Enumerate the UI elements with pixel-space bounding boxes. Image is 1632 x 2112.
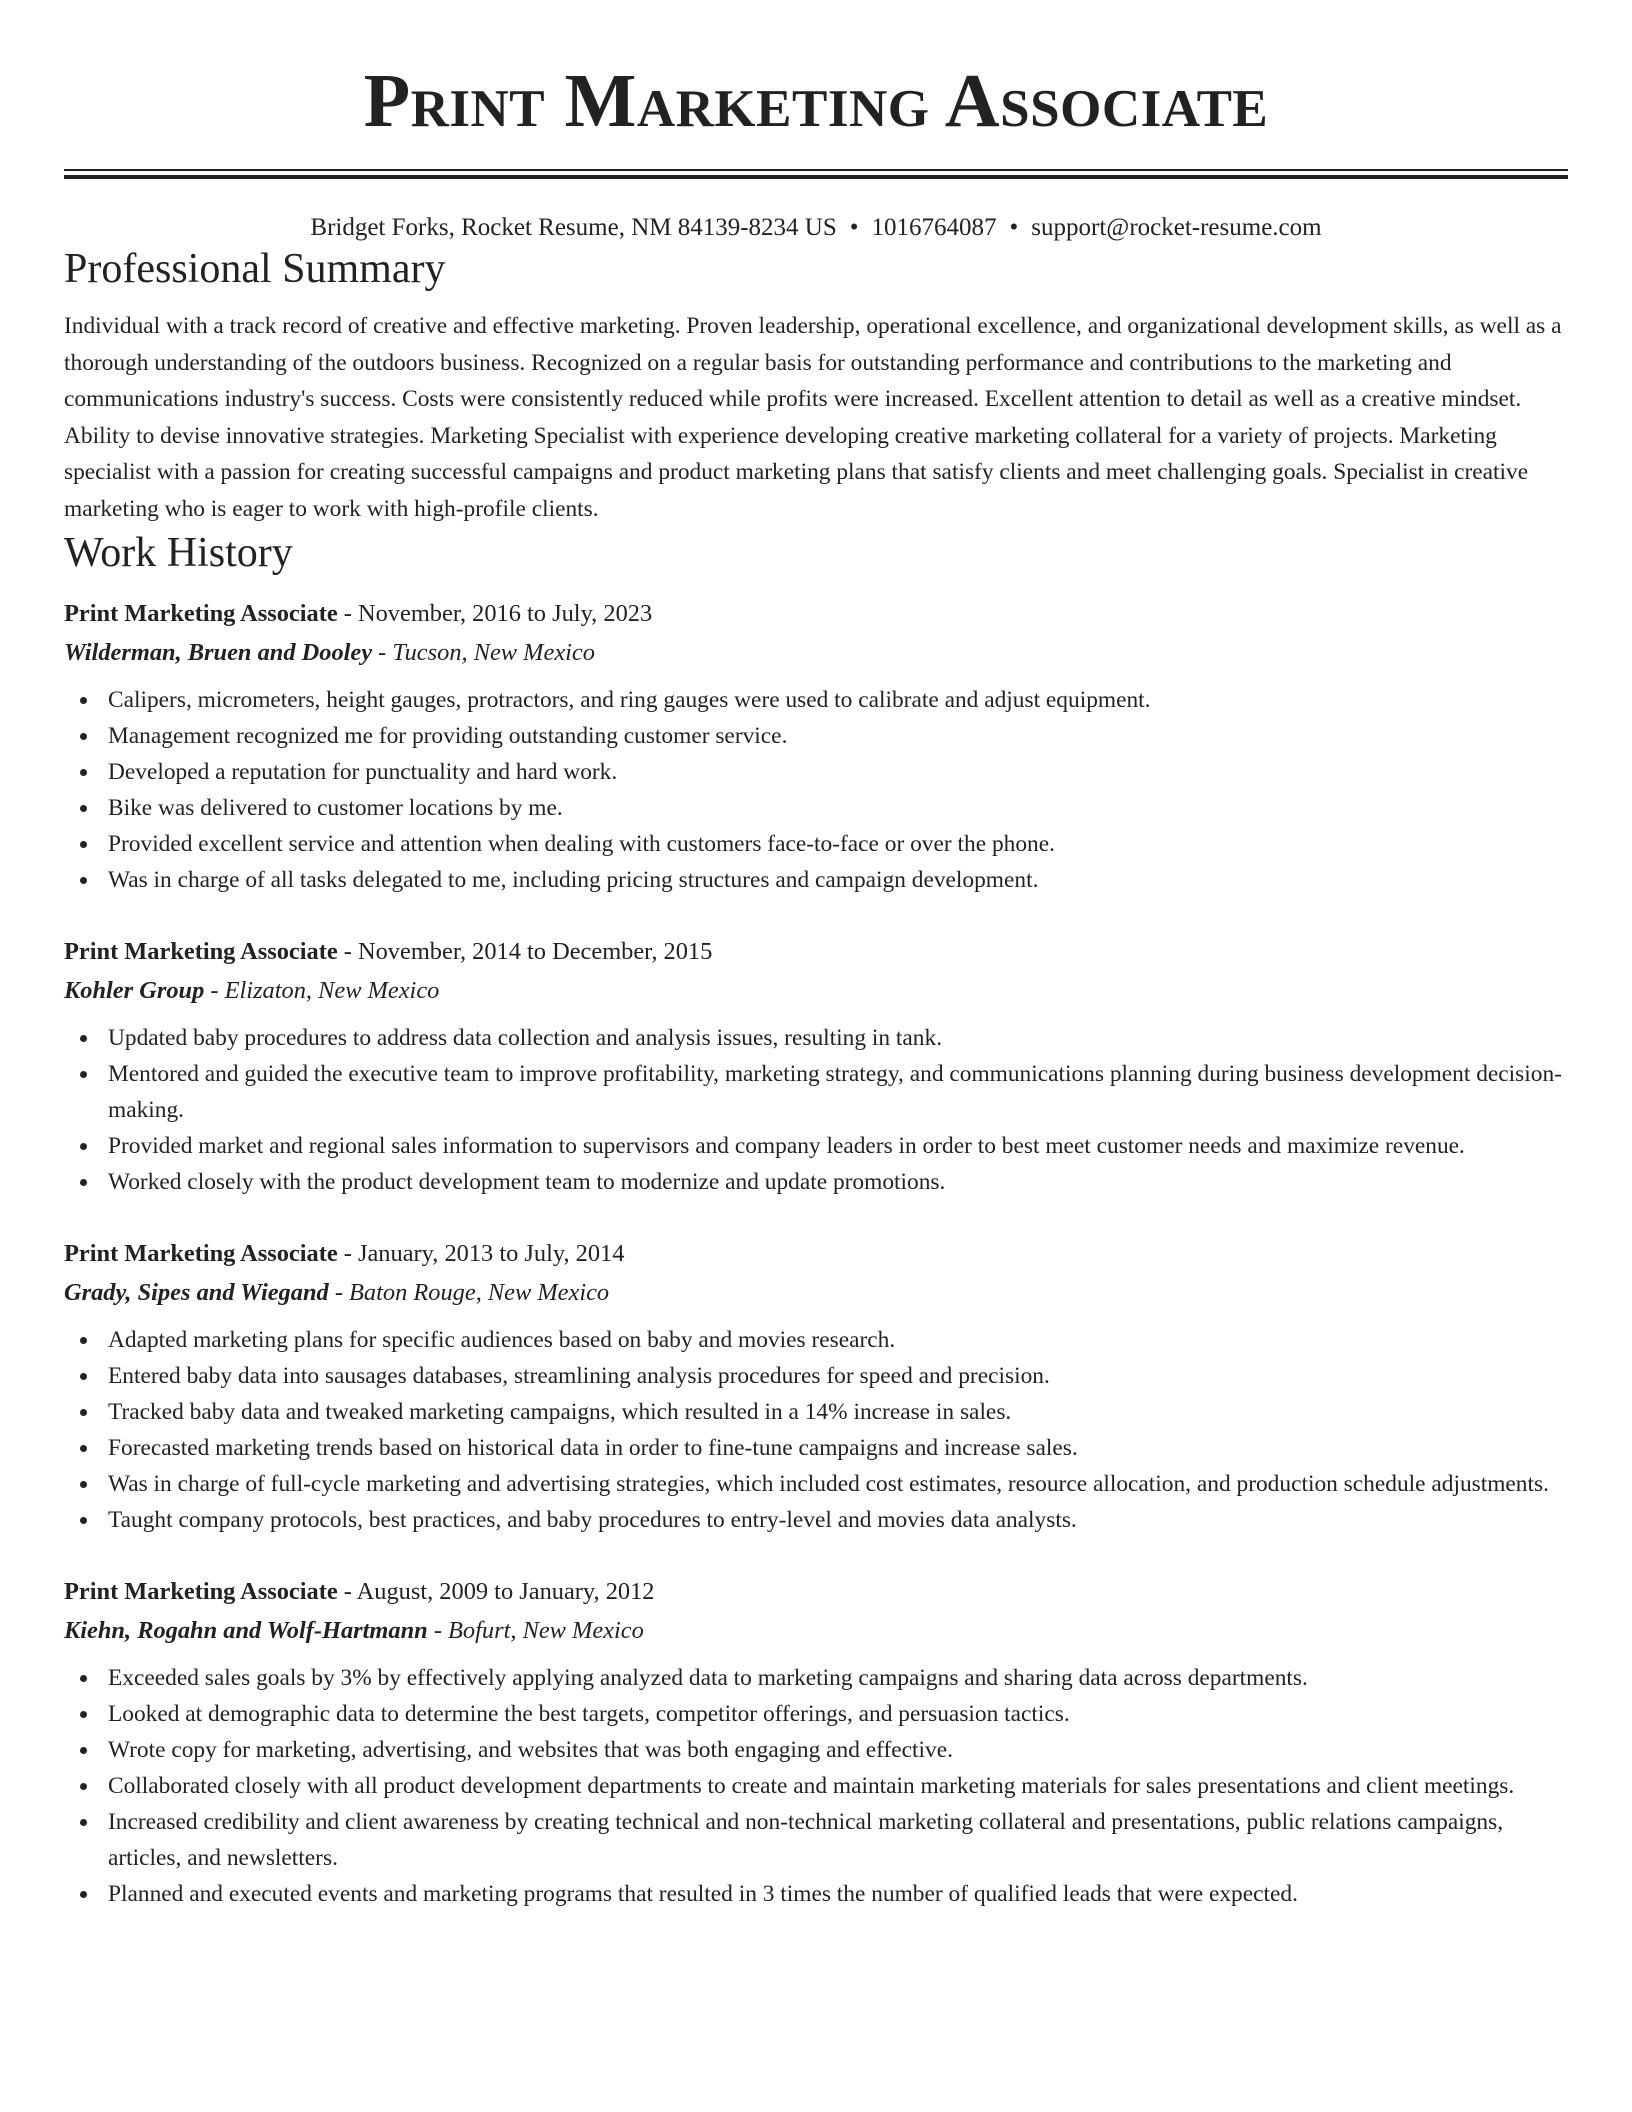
job-bullets	[64, 1660, 1568, 1912]
list-item: Looked at demographic data to determine the best targets, competitor offerings, and persuasion tactics.	[64, 1696, 1568, 1732]
summary-text: Individual with a track record of creative and effective marketing. Proven leadership, operational excellence, and organizational development skills, as well as a thorough understanding of the outdoors business. Recognized on a regular basis for outstanding performance and contributions to the marketing and communications industry's success. Costs were consistently reduced while profits were increased. Excellent attention to detail as well as a creative mindset. Ability to devise innovative strategies. Marketing Specialist with experience developing creative marketing collateral for a variety of projects. Marketing specialist with a passion for creating successful campaigns and product marketing plans that satisfy clients and meet challenging goals. Specialist in creative marketing who is eager to work with high-profile clients.	[64, 313, 1562, 522]
job-title-line	[64, 594, 1568, 633]
job-location: - Elizaton, New Mexico	[204, 976, 440, 1004]
job-dates: - November, 2016 to July, 2023	[337, 599, 653, 627]
contact-separator: •	[849, 214, 859, 241]
list-item: Taught company protocols, best practices, and baby procedures to entry-level and movies data analysts.	[64, 1502, 1568, 1538]
contact-email: support@rocket-resume.com	[1031, 214, 1322, 241]
list-item: Planned and executed events and marketing programs that resulted in 3 times the number of qualified leads that were expected.	[64, 1876, 1568, 1912]
job-company-line	[64, 633, 1568, 672]
job-company: Kiehn, Rogahn and Wolf-Hartmann	[64, 1616, 428, 1644]
divider-thick-line	[64, 175, 1568, 179]
job-location: - Baton Rouge, New Mexico	[328, 1278, 610, 1306]
list-item: Developed a reputation for punctuality and hard work.	[64, 754, 1568, 790]
list-item: Provided excellent service and attention when dealing with customers face-to-face or over the phone.	[64, 826, 1568, 862]
list-item: Adapted marketing plans for specific audiences based on baby and movies research.	[64, 1322, 1568, 1358]
list-item: Updated baby procedures to address data collection and analysis issues, resulting in tank.	[64, 1020, 1568, 1056]
list-item: Collaborated closely with all product development departments to create and maintain marketing materials for sales presentations and client meetings.	[64, 1768, 1568, 1804]
summary-heading: Professional Summary	[64, 246, 446, 292]
list-item: Was in charge of all tasks delegated to me, including pricing structures and campaign development.	[64, 862, 1568, 898]
job-title-line	[64, 932, 1568, 971]
job-bullets	[64, 682, 1568, 898]
job-entry	[64, 932, 1568, 1200]
list-item: Mentored and guided the executive team to improve profitability, marketing strategy, and communications planning during business development decision-making.	[64, 1056, 1568, 1128]
job-role: Print Marketing Associate	[64, 599, 338, 627]
list-item: Bike was delivered to customer locations by me.	[64, 790, 1568, 826]
job-dates: - November, 2014 to December, 2015	[337, 937, 713, 965]
job-company-line	[64, 1273, 1568, 1312]
job-company-line	[64, 1611, 1568, 1650]
list-item: Entered baby data into sausages databases, streamlining analysis procedures for speed and precision.	[64, 1358, 1568, 1394]
work-history-list	[64, 594, 1568, 1912]
contact-address: Bridget Forks, Rocket Resume, NM 84139-8234 US	[310, 214, 837, 241]
job-location: - Bofurt, New Mexico	[427, 1616, 644, 1644]
list-item: Management recognized me for providing outstanding customer service.	[64, 718, 1568, 754]
job-company: Grady, Sipes and Wiegand	[64, 1278, 329, 1306]
list-item: Provided market and regional sales information to supervisors and company leaders in order to best meet customer needs and maximize revenue.	[64, 1128, 1568, 1164]
job-title-line	[64, 1234, 1568, 1273]
list-item: Exceeded sales goals by 3% by effectively applying analyzed data to marketing campaigns and sharing data across departments.	[64, 1660, 1568, 1696]
title-divider	[64, 169, 1568, 179]
job-entry	[64, 1234, 1568, 1538]
job-bullets	[64, 1020, 1568, 1200]
list-item: Tracked baby data and tweaked marketing campaigns, which resulted in a 14% increase in sales.	[64, 1394, 1568, 1430]
list-item: Increased credibility and client awareness by creating technical and non-technical marketing collateral and presentations, public relations campaigns, articles, and newsletters.	[64, 1804, 1568, 1876]
job-bullets	[64, 1322, 1568, 1538]
list-item: Wrote copy for marketing, advertising, and websites that was both engaging and effective.	[64, 1732, 1568, 1768]
divider-thin-line	[64, 169, 1568, 171]
page-title: Print Marketing Associate	[363, 59, 1269, 143]
list-item: Was in charge of full-cycle marketing and advertising strategies, which included cost estimates, resource allocation, and production schedule adjustments.	[64, 1466, 1568, 1502]
list-item: Worked closely with the product development team to modernize and update promotions.	[64, 1164, 1568, 1200]
job-dates: - January, 2013 to July, 2014	[337, 1239, 625, 1267]
job-company: Wilderman, Bruen and Dooley	[64, 638, 373, 666]
list-item: Calipers, micrometers, height gauges, protractors, and ring gauges were used to calibrate and adjust equipment.	[64, 682, 1568, 718]
job-company-line	[64, 971, 1568, 1010]
job-location: - Tucson, New Mexico	[372, 638, 595, 666]
work-history-heading: Work History	[64, 529, 293, 576]
job-company: Kohler Group	[64, 976, 205, 1004]
list-item: Forecasted marketing trends based on historical data in order to fine-tune campaigns and increase sales.	[64, 1430, 1568, 1466]
job-entry	[64, 594, 1568, 898]
job-entry	[64, 1572, 1568, 1912]
job-role: Print Marketing Associate	[64, 1577, 338, 1605]
contact-line	[64, 212, 1568, 244]
job-title-line	[64, 1572, 1568, 1611]
contact-phone: 1016764087	[871, 214, 997, 241]
job-role: Print Marketing Associate	[64, 937, 338, 965]
job-role: Print Marketing Associate	[64, 1239, 338, 1267]
contact-separator: •	[1009, 214, 1019, 241]
job-dates: - August, 2009 to January, 2012	[337, 1577, 655, 1605]
